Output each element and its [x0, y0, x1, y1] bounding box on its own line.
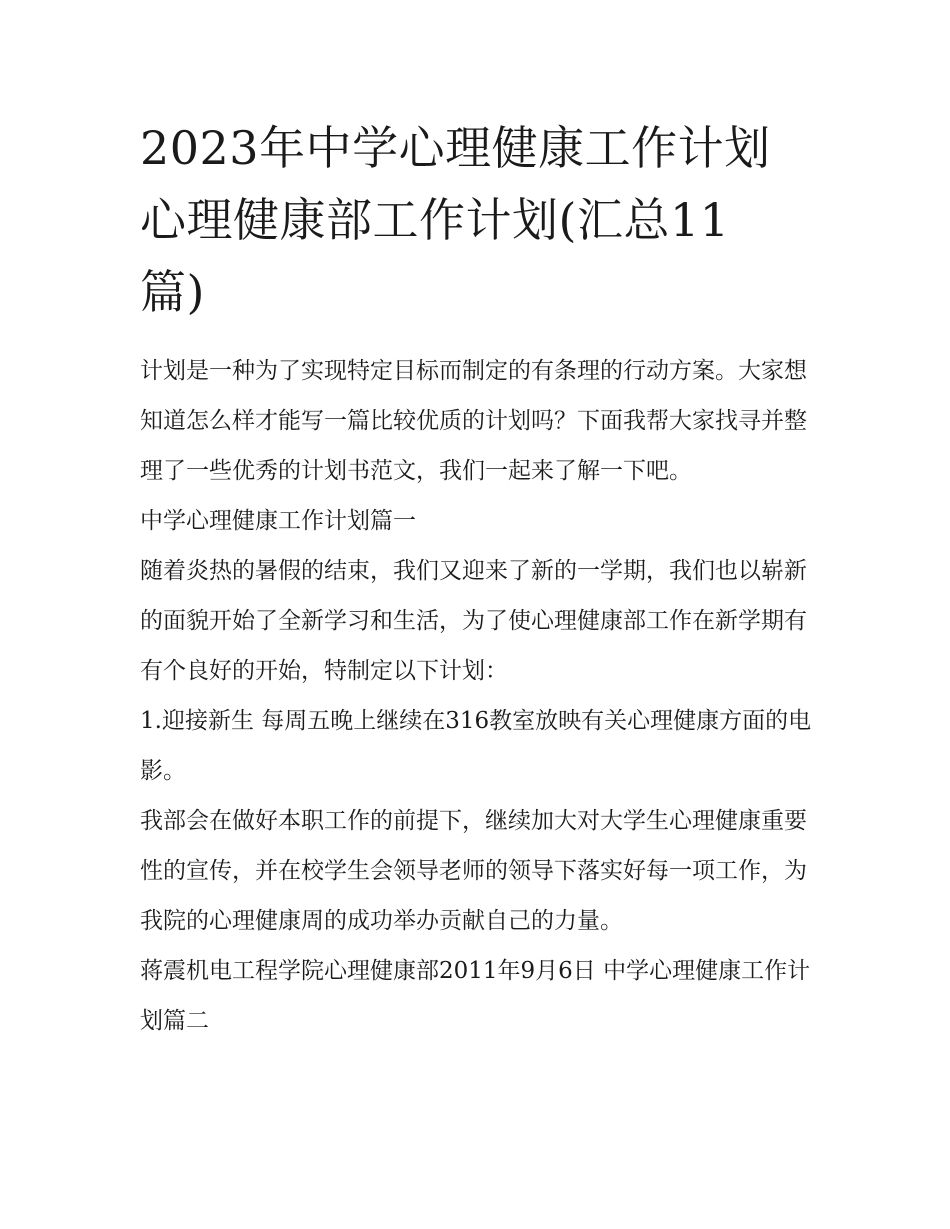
title-line-1: 2023年中学心理健康工作计划 — [140, 121, 771, 175]
body-paragraph-1: 随着炎热的暑假的结束，我们又迎来了新的一学期，我们也以崭新的面貌开始了全新学习和生活，为了使心理健康部工作在新学期有有个良好的开始，特制定以下计划： — [140, 558, 807, 684]
section-heading-1: 中学心理健康工作计划篇一 — [140, 508, 416, 534]
title-line-3: 篇) — [140, 265, 205, 319]
document-title — [140, 112, 820, 328]
document-body — [140, 346, 820, 1046]
body-paragraph-2: 我部会在做好本职工作的前提下，继续加大对大学生心理健康重要性的宣传，并在校学生会领导老师的领导下落实好每一项工作，为我院的心理健康周的成功举办贡献自己的力量。 — [140, 808, 807, 934]
document-page — [140, 112, 820, 1046]
intro-paragraph: 计划是一种为了实现特定目标而制定的有条理的行动方案。大家想知道怎么样才能写一篇比较优质的计划吗？下面我帮大家找寻并整理了一些优秀的计划书范文，我们一起来了解一下吧。 — [140, 358, 807, 484]
title-line-2: 心理健康部工作计划(汇总11 — [140, 193, 730, 247]
list-item-1: 1.迎接新生 每周五晚上继续在316教室放映有关心理健康方面的电影。 — [140, 708, 812, 784]
signature-and-section-heading-2: 蒋震机电工程学院心理健康部2011年9月6日 中学心理健康工作计划篇二 — [140, 958, 811, 1034]
